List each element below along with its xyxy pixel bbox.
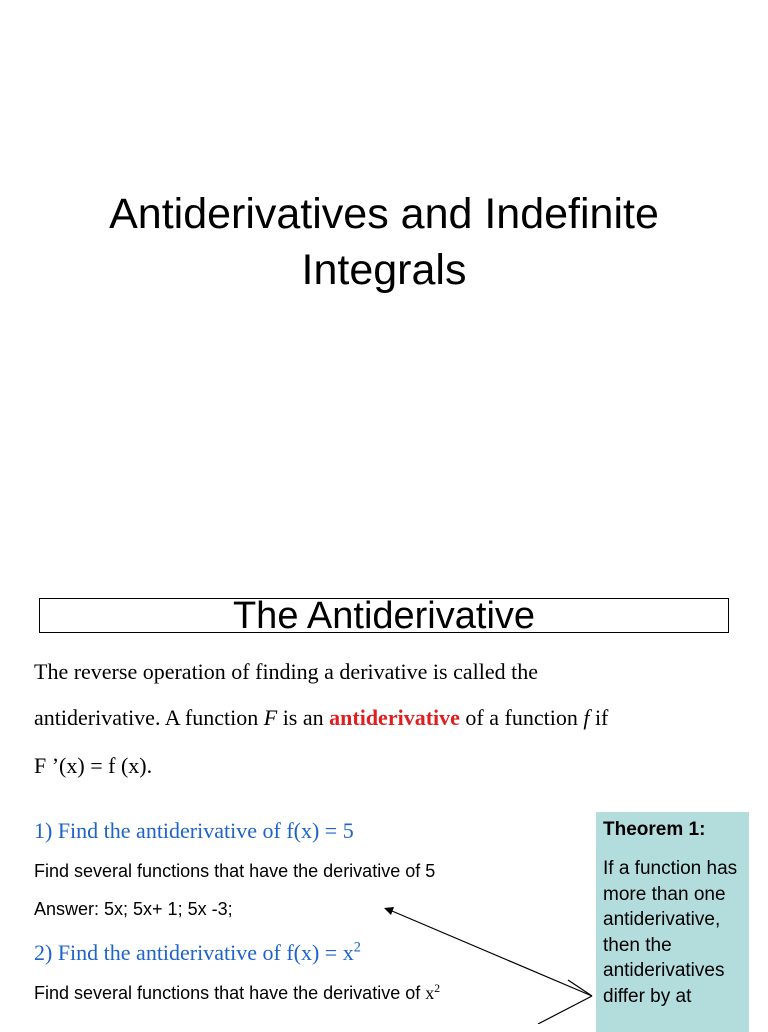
- question-2-text: 2) Find the antiderivative of f(x) = x: [34, 940, 354, 965]
- title-line-1: Antiderivatives and Indefinite: [109, 190, 659, 238]
- question-2-prompt-variable: x: [425, 983, 435, 1003]
- question-1: 1) Find the antiderivative of f(x) = 5: [34, 818, 354, 843]
- definition-text: antiderivative. A function: [34, 705, 264, 730]
- title-line-2: Integrals: [301, 246, 467, 294]
- arrow-lower-line: [538, 996, 592, 1024]
- definition-line-3: F ’(x) = f (x).: [34, 753, 153, 778]
- theorem-body: If a function has more than one antiderivative, then the antiderivatives differ by at: [603, 858, 738, 1007]
- definition-text: is an: [277, 705, 330, 730]
- function-F: F: [263, 705, 278, 730]
- question-2-prompt-text: Find several functions that have the derivative of: [34, 983, 426, 1003]
- arrow-to-answer-line: [392, 911, 592, 996]
- function-f: f: [583, 705, 590, 730]
- question-1-prompt: Find several functions that have the derivative of 5: [34, 861, 436, 881]
- definition-text: of a function: [459, 705, 584, 730]
- section-heading: The Antiderivative: [39, 598, 729, 633]
- question-2-prompt-exponent: 2: [434, 982, 441, 995]
- question-2-exponent: 2: [353, 939, 361, 956]
- theorem-title: Theorem 1:: [603, 819, 706, 840]
- arrow-to-question-2-line: [568, 980, 592, 996]
- definition-line-1: The reverse operation of finding a derivative is called the: [34, 659, 538, 684]
- question-1-answer: Answer: 5x; 5x+ 1; 5x -3;: [34, 899, 233, 919]
- definition-text: if: [589, 705, 609, 730]
- arrow-to-answer-head: [384, 907, 394, 915]
- antiderivative-term: antiderivative: [329, 705, 460, 730]
